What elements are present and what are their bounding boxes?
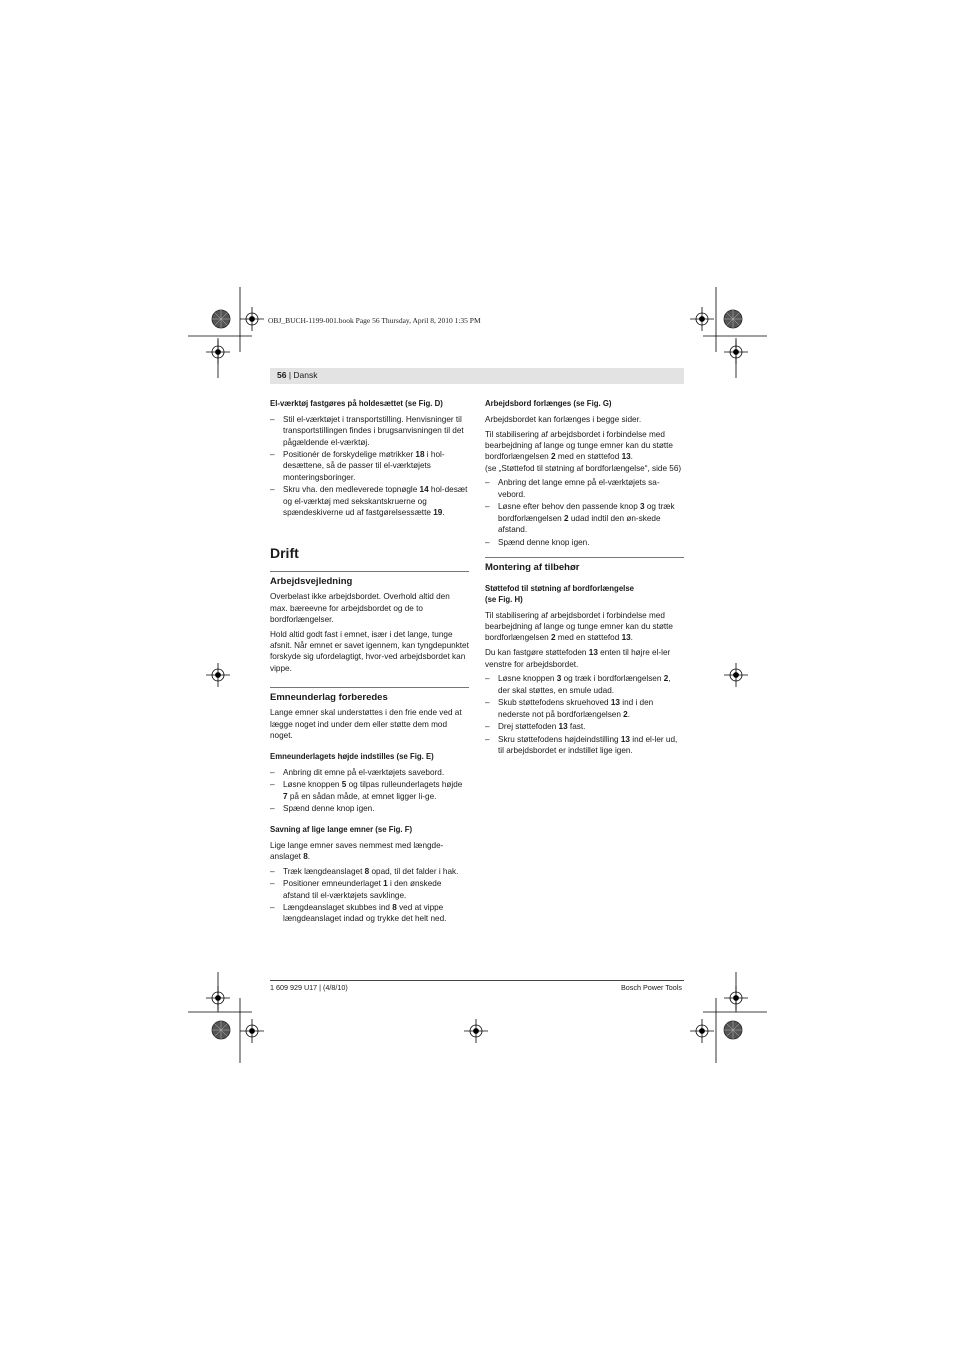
reference-number: 8 — [364, 866, 370, 876]
reference-number: 19 — [433, 507, 443, 517]
text-segment: . — [442, 507, 445, 517]
text-segment: Skru støttefodens højdeindstilling — [498, 734, 621, 744]
heading-drift: Drift — [270, 545, 299, 562]
list-hojde — [270, 767, 469, 815]
paragraph-arbejdsvejledning-1: Overbelast ikke arbejdsbordet. Overhold altid den max. bæreevne for arbejdsbordet og de to bordforlængelser. — [270, 592, 450, 624]
list-item — [270, 866, 469, 877]
reference-number: 13 — [610, 698, 620, 708]
section-title-stottefod — [485, 583, 684, 605]
reference-number: 13 — [620, 734, 630, 744]
right-column — [485, 398, 684, 759]
paragraph-stottefod-1 — [485, 610, 684, 644]
footer-doc-number: 1 609 929 U17 | (4/8/10) — [270, 983, 348, 992]
text-segment: enten til højre el-ler venstre for arbejdsbordet. — [485, 648, 671, 669]
left-column — [270, 398, 469, 928]
text-segment: Træk længdeanslaget — [283, 866, 365, 876]
text-segment: Stil el-værktøjet i transportstilling. Henvisninger til transportstillingen findes i brugsanvisningen til det pågældende el-værktøj. — [283, 415, 464, 447]
reference-number: 3 — [556, 674, 562, 684]
list-item — [485, 537, 684, 548]
reference-number: 5 — [341, 780, 347, 790]
text-segment: Positionér de forskydelige møtrikker — [283, 450, 416, 460]
paragraph-stottefod-2 — [485, 647, 684, 670]
list-item — [485, 721, 684, 732]
paragraph-emneunderlag: Lange emner skal understøttes i den frie ende ved at lægge noget ind under dem eller støtte dem mod noget. — [270, 708, 462, 740]
reference-number: 2 — [551, 633, 556, 643]
text-segment: i den ønskede afstand til el-værktøjets savklinge. — [283, 879, 442, 900]
text-segment: , der skal støttes, en smule udad. — [498, 674, 671, 695]
list-item — [270, 449, 469, 483]
paragraph-arbejdsbord-2 — [485, 429, 684, 463]
text-segment: . — [627, 709, 631, 719]
text-segment: Spænd denne knop igen. — [283, 804, 375, 814]
list-item — [485, 477, 684, 500]
page-number: 56 — [277, 370, 287, 380]
footer-brand: Bosch Power Tools — [621, 983, 682, 992]
text-segment: udad indtil den øn-skede afstand. — [498, 513, 661, 534]
page-header — [277, 370, 318, 380]
text-segment: med en støttefod — [555, 633, 622, 643]
text-segment: Drej støttefoden — [498, 722, 559, 732]
text-segment: med en støttefod — [555, 452, 622, 462]
text-segment: Løsne efter behov den passende knop — [498, 502, 641, 512]
reference-number: 2 — [663, 674, 669, 684]
list-item — [485, 697, 684, 720]
text-segment: ind el-ler ud, til arbejdsbordet er indstillet lige igen. — [498, 734, 678, 756]
section-title-stottefod-line1: Støttefod til støtning af bordforlængelse — [485, 583, 634, 593]
list-item — [485, 673, 684, 696]
reference-number: 13 — [588, 648, 598, 658]
text-segment: i hol-desættene, så de passer til el-værktøjets monteringsboringer. — [283, 450, 445, 482]
text-segment: Til stabilisering af arbejdsbordet i forbindelse med bearbejdning af lange og tunge emner kan du støtte bordforlængelsen — [485, 610, 673, 643]
section-title-savning: Savning af lige lange emner (se Fig. F) — [270, 824, 413, 834]
text-segment: Skub støttefodens skruehoved — [498, 698, 611, 708]
text-segment: Spænd denne knop igen. — [498, 537, 590, 547]
text-segment: opad, til det falder i hak. — [369, 866, 459, 876]
list-item — [270, 902, 469, 925]
reference-number: 13 — [558, 722, 568, 732]
list-item — [485, 734, 684, 757]
list-arbejdsbord — [485, 477, 684, 547]
text-segment: ind i den nederste not på bordforlængelsen — [498, 698, 654, 719]
paragraph-arbejdsvejledning-2: Hold altid godt fast i emnet, især i det lange, tunge afsnit. Når emnet er savet igennem, kan tyngdepunktet forskyde sig ufordelagtigt, hvor-ved arbejdsbordet kan vippe. — [270, 629, 469, 673]
section-title-arbejdsbord: Arbejdsbord forlænges (se Fig. G) — [485, 399, 612, 408]
paragraph-savning — [270, 840, 469, 863]
text-segment: Anbring det lange emne på el-værktøjets sa-vebord. — [498, 478, 660, 499]
text-segment: Løsne knoppen — [283, 780, 342, 790]
list-item — [270, 803, 469, 814]
text-segment: Løsne knoppen — [498, 674, 557, 684]
page-footer — [270, 980, 684, 992]
text-segment: Anbring dit emne på el-værktøjets savebord. — [283, 767, 445, 777]
text-segment: Skru vha. den medleverede topnøgle — [283, 485, 420, 495]
heading-arbejdsvejledning: Arbejdsvejledning — [270, 571, 469, 588]
text-segment: ved at vippe længdeanslaget indad og trykke det helt ned. — [283, 903, 447, 924]
reference-number: 2 — [551, 452, 556, 462]
paragraph-arbejdsbord-3: (se „Støttefod til støtning af bordforlængelse“, side 56) — [485, 463, 682, 473]
text-segment: Lige lange emner saves nemmest med længde-anslaget — [270, 840, 444, 861]
list-item — [270, 414, 469, 448]
text-segment: Du kan fastgøre støttefoden — [485, 648, 589, 658]
reference-number: 18 — [415, 450, 425, 460]
text-segment: . — [630, 452, 633, 462]
list-item — [270, 767, 469, 778]
list-holdesaet — [270, 414, 469, 518]
reference-number: 1 — [383, 879, 388, 889]
paragraph-arbejdsbord-1: Arbejdsbordet kan forlænges i begge sider. — [485, 415, 642, 424]
reference-number: 7 — [283, 791, 288, 801]
list-savning — [270, 866, 469, 925]
reference-number: 14 — [419, 485, 429, 495]
text-segment: på en sådan måde, at emnet ligger li-ge. — [287, 791, 437, 801]
list-item — [485, 501, 684, 535]
header-separator: | — [286, 370, 294, 380]
text-segment: . — [630, 633, 633, 643]
section-title-holdesaet: El-værktøj fastgøres på holdesættet (se Fig. D) — [270, 399, 443, 408]
text-segment: Længdeanslaget skubbes ind — [283, 903, 393, 913]
list-stottefod — [485, 673, 684, 756]
reference-number: 8 — [303, 851, 308, 861]
page-header-bar — [270, 368, 684, 384]
reference-number: 2 — [564, 513, 569, 523]
list-item — [270, 878, 469, 901]
text-segment: og tilpas rulleunderlagets højde — [346, 780, 463, 790]
text-segment: og træk bordforlængelsen — [498, 502, 675, 523]
text-segment: Til stabilisering af arbejdsbordet i forbindelse med bearbejdning af lange og tunge emner kan du støtte bordforlængelsen — [485, 429, 673, 462]
list-item — [270, 484, 469, 518]
text-segment: hol-desæt og el-værktøj med sekskantskruerne og spændeskiverne ud af fastgørelsessætte — [283, 485, 468, 517]
reference-number: 13 — [621, 633, 631, 643]
reference-number: 3 — [640, 502, 645, 512]
text-segment: . — [307, 851, 311, 861]
header-language: Dansk — [293, 370, 318, 380]
heading-emneunderlag: Emneunderlag forberedes — [270, 687, 469, 704]
section-title-hojde: Emneunderlagets højde indstilles (se Fig. E) — [270, 751, 434, 761]
reference-number: 13 — [621, 452, 631, 462]
section-title-stottefod-line2: (se Fig. H) — [485, 594, 523, 604]
text-segment: Positioner emneunderlaget — [283, 879, 384, 889]
print-info-line: OBJ_BUCH-1199-001.book Page 56 Thursday, April 8, 2010 1:35 PM — [268, 316, 481, 325]
text-segment: og træk i bordforlængelsen — [561, 674, 664, 684]
text-segment: fast. — [567, 722, 586, 732]
list-item — [270, 779, 469, 802]
heading-montering: Montering af tilbehør — [485, 557, 684, 574]
reference-number: 8 — [392, 903, 397, 913]
reference-number: 2 — [623, 709, 628, 719]
